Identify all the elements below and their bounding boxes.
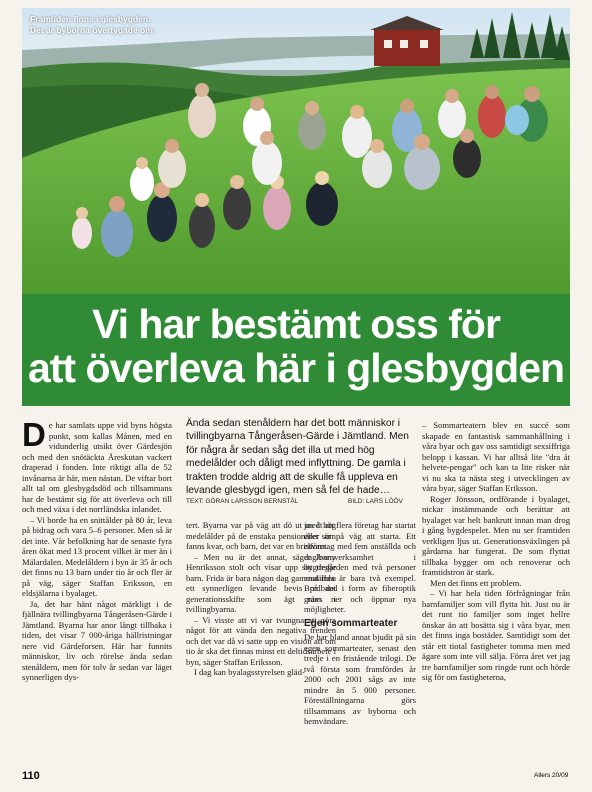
paragraph: e har samlats uppe vid byns högsta punkt, som kallas Månen, med en vidunderlig utsikt över Gärdesjön och med den snötäckta Åreskutan vackert draperad i fonden. Inte riktigt alla de 52 invånarna är här, men nästan. De viftar bort allt tal om glesbygdsdöd och tillsammans har de bestämt sig för att överleva och till och med växa i det norrländska inlandet.: [22, 420, 172, 514]
text-credit: TEXT: GÖRAN LARSSON BERNSTÅL: [186, 498, 299, 505]
byline: [186, 498, 412, 505]
article-column-3-text: [304, 520, 416, 727]
paragraph: – Vi borde ha en snittålder på 80 år, leva på bidrag och vara 5–6 personer. Men så är det inte. Vår befolkning har de senaste fyra åren ökat med 13 procent vilket är mer än i Mälardalen. Medelåldern i byn är 35 år och det finns nu 13 barn under tio år och fler är på väg, säger Staffan Eriksson, en eldsjälarna i byalaget.: [22, 514, 172, 598]
headline-line2: att överleva här i glesbygden: [27, 345, 565, 391]
headline-band: [22, 294, 570, 406]
issue-label: Allers 20/09: [534, 772, 569, 779]
article-column-1: [22, 416, 172, 683]
group-photo: [22, 8, 570, 294]
paragraph: tert. Byarna var på väg att dö ut med hög medelålder på de enstaka pensionärer som fanns kvar, och barn, det var en bristvara.: [186, 520, 336, 551]
paragraph: Men det finns ett problem.: [430, 577, 522, 588]
paragraph: Roger Jönsson, ordförande i byalaget, nickar instämmande och berättar att byalaget var helt bankrutt innan man drog i gång bygdespelet. Men nu ser framtiden verkligen ljus ut. Generationsväxlingen på gårdarna har fungerat. De som flyttat tillbaka bygger om och renoverar och framtidstron är stark.: [422, 493, 570, 577]
headline-line1: Vi har bestämt oss för: [92, 301, 500, 347]
drop-cap: D: [22, 416, 46, 453]
photo-credit: BILD: LARS LÖÖV: [348, 498, 403, 505]
paragraph: I dag kan byalagsstyrelsen gläd-: [194, 667, 305, 677]
photo-caption-line2: Det är byborna övertygade om.: [30, 25, 156, 35]
article-ingress: Ända sedan stenåldern har det bott människor i tvillingbyarna Tångeråsen-Gärde i Jämtland. Men för några år sedan såg det illa ut med hög medelålder och dåligt med inflyttning. De gamla i trakten trodde aldrig att de skulle få uppleva en levande glesbygd igen, men så fel de hade…: [186, 418, 409, 497]
paragraph: – Sommarteatern blev en succé som skapade en fantastisk sammanhållning i våra byar och gav oss samtidigt sexsiffriga belopp i kassan. Vi har alltså lite "dra åt helvete-pengar" och kan ta lite risker när vi nu ska ta nästa steg i utvecklingen av våra byar, säger Staffan Eriksson.: [422, 420, 570, 493]
paragraph: – Vi har hela tiden förfrågningar från barnfamiljer som vill flytta hit. Just nu är det runt tio familjer som inget hellre önskar än att bosätta sig i våra byar, men det finns inga bostäder. Samtidigt som det står ett tiotal fastigheter tomma men med ägare som inte vill sälja. Förra året vet jag tre barnfamiljer som ringde runt och hörde sig för om fastigheterna,: [422, 588, 570, 682]
paragraph: jas åt att flera företag har startat eller är på väg att starta. Ett elföretag med fem anställda och daglbarnverksamhet i bygdegården med två personer anställda är bara två exempel. Bredband i form av fiberoptik grävs ner och öppnar nya möjligheter.: [304, 520, 416, 614]
paragraph: De har bland annat bjudit på sin egen sommarteater, senast den tredje i en fristående trilogi. De två första som framfördes år 2000 och 2001 sågs av inte mindre än 5 000 personer. Föreställningarna görs tillsammans av byborna och hemvändare.: [304, 632, 416, 726]
page-number: 110: [22, 770, 40, 782]
subheading: Egen sommarteater: [304, 617, 398, 629]
village-group-photo: [22, 8, 570, 294]
article-headline: [22, 302, 570, 390]
photo-caption: [30, 14, 155, 36]
article-column-4: [422, 420, 570, 683]
paragraph: – Men nu är det annat, säger Jenny Henriksson stolt och visar upp sitt tredje barn. Frida är bara någon dag gammal men ett synnerligen levande bevis på det generationsskifte som ägt rum i tvillingbyarna.: [186, 551, 336, 614]
paragraph: Ja, det har hänt något märkligt i de fjällnära tvillingbyarna Tångeråsen-Gärde i Jämtland. Byarna har anor långt tillbaka i tiden, det visar 7 000-åriga hällristningar nere vid Gärdeforsen. Här har funnits människor, liv och rörelse ända sedan stenåldern, men för tolv år sedan var läget synnerligen dys-: [22, 598, 172, 682]
paragraph: – Vi visste att vi var tvungna att göra något för att vända den negativa trenden och det var då vi satte upp en vision att om tio år ska det finnas minst ett deltidsarbete i byn, säger Staffan Eriksson.: [186, 614, 336, 667]
photo-caption-line1: Framtiden finns i glesbygden.: [30, 14, 151, 24]
